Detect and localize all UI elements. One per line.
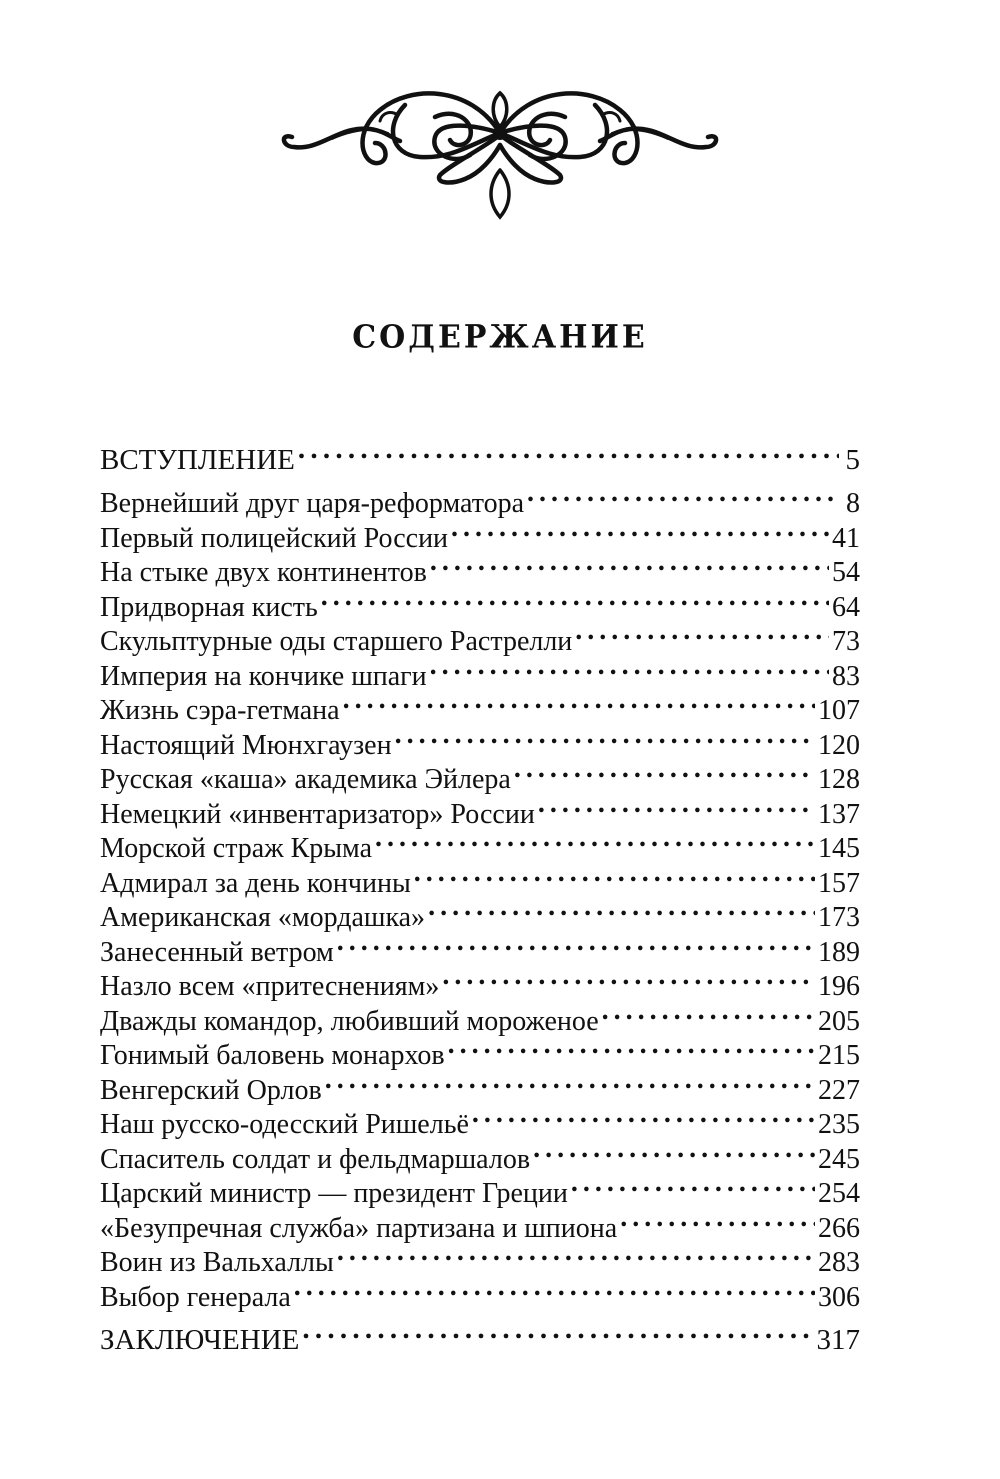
toc-page-number: 173 bbox=[818, 902, 860, 933]
toc-entry-title: Венгерский Орлов bbox=[100, 1074, 322, 1105]
toc-entry bbox=[100, 1071, 860, 1106]
toc-page-number: 189 bbox=[818, 936, 860, 967]
toc-entry bbox=[100, 1036, 860, 1071]
toc-entry bbox=[100, 1105, 860, 1140]
toc-entry-title: Гонимый баловень монархов bbox=[100, 1040, 445, 1071]
page-title: СОДЕРЖАНИЕ bbox=[352, 319, 648, 356]
toc-section-entry bbox=[100, 440, 860, 478]
dot-leader bbox=[302, 1320, 813, 1349]
dot-leader bbox=[414, 864, 815, 892]
dot-leader bbox=[527, 484, 839, 512]
dot-leader bbox=[620, 1209, 815, 1237]
dot-leader bbox=[343, 691, 815, 719]
toc-entry-title: Дважды командор, любивший мороженое bbox=[100, 1005, 599, 1036]
toc-page-number: 227 bbox=[818, 1074, 860, 1105]
toc-entry-title: ВСТУПЛЕНИЕ bbox=[100, 444, 295, 476]
toc-page-number: 73 bbox=[832, 626, 860, 657]
toc-entry bbox=[100, 622, 860, 657]
toc-entry bbox=[100, 795, 860, 830]
toc-entry bbox=[100, 1174, 860, 1209]
toc-entry-title: Империя на кончике шпаги bbox=[100, 660, 427, 691]
toc-page-number: 245 bbox=[818, 1143, 860, 1174]
toc-entry-title: Наш русско-одесский Ришельё bbox=[100, 1109, 469, 1140]
toc-entry bbox=[100, 691, 860, 726]
toc-entry-title: Немецкий «инвентаризатор» России bbox=[100, 798, 535, 829]
toc-entry bbox=[100, 1209, 860, 1244]
toc-entry-title: Скульптурные оды старшего Растрелли bbox=[100, 626, 573, 657]
toc-page-number: 266 bbox=[818, 1212, 860, 1243]
toc-page-number: 306 bbox=[818, 1281, 860, 1312]
dot-leader bbox=[514, 760, 815, 788]
toc-entry-title: Первый полицейский России bbox=[100, 522, 449, 553]
toc-page-number: 235 bbox=[818, 1109, 860, 1140]
dot-leader bbox=[472, 1105, 815, 1133]
toc-entry bbox=[100, 484, 860, 519]
dot-leader bbox=[430, 657, 829, 685]
dot-leader bbox=[602, 1002, 815, 1030]
decorative-flourish-icon bbox=[270, 55, 730, 225]
dot-leader bbox=[298, 440, 839, 469]
toc-entry-title: Спаситель солдат и фельдмаршалов bbox=[100, 1143, 531, 1174]
toc-entry-title: Придворная кисть bbox=[100, 591, 318, 622]
toc-entry-title: Американская «мордашка» bbox=[100, 902, 426, 933]
dot-leader bbox=[571, 1174, 815, 1202]
dot-leader bbox=[375, 829, 815, 857]
toc-page-number: 215 bbox=[818, 1040, 860, 1071]
toc-page-number: 41 bbox=[832, 522, 860, 553]
toc-entry bbox=[100, 1278, 860, 1313]
toc-entry bbox=[100, 967, 860, 1002]
toc-section-entry bbox=[100, 1320, 860, 1358]
toc-entry bbox=[100, 898, 860, 933]
toc-entry-title: Жизнь сэра-гетмана bbox=[100, 695, 340, 726]
toc-page-number: 107 bbox=[818, 695, 860, 726]
dot-leader bbox=[533, 1140, 815, 1168]
toc-page-number: 157 bbox=[818, 867, 860, 898]
dot-leader bbox=[321, 588, 829, 616]
dot-leader bbox=[430, 553, 829, 581]
toc-entry bbox=[100, 864, 860, 899]
dot-leader bbox=[325, 1071, 815, 1099]
toc-entry bbox=[100, 553, 860, 588]
dot-leader bbox=[294, 1278, 815, 1306]
toc-entry-title: «Безупречная служба» партизана и шпиона bbox=[100, 1212, 618, 1243]
table-of-contents bbox=[100, 440, 860, 1358]
dot-leader bbox=[575, 622, 829, 650]
toc-entry bbox=[100, 933, 860, 968]
toc-page-number: 254 bbox=[818, 1178, 860, 1209]
toc-entry-title: Воин из Вальхаллы bbox=[100, 1247, 334, 1278]
dot-leader bbox=[538, 795, 815, 823]
toc-page-number: 5 bbox=[845, 444, 860, 476]
dot-leader bbox=[428, 898, 815, 926]
toc-entry-title: Морской страж Крыма bbox=[100, 833, 373, 864]
toc-entry-title: Адмирал за день кончины bbox=[100, 867, 411, 898]
dot-leader bbox=[337, 933, 815, 961]
toc-page-number: 120 bbox=[818, 729, 860, 760]
toc-entry bbox=[100, 726, 860, 761]
toc-entry bbox=[100, 1140, 860, 1175]
toc-page-number: 137 bbox=[818, 798, 860, 829]
toc-entry-title: На стыке двух континентов bbox=[100, 557, 427, 588]
toc-entry bbox=[100, 588, 860, 623]
toc-page-number: 8 bbox=[846, 488, 860, 519]
toc-entry bbox=[100, 760, 860, 795]
dot-leader bbox=[337, 1243, 815, 1271]
dot-leader bbox=[451, 519, 829, 547]
toc-entry bbox=[100, 657, 860, 692]
toc-entry-title: Назло всем «притеснениям» bbox=[100, 971, 440, 1002]
toc-page-number: 64 bbox=[832, 591, 860, 622]
toc-entry-title: Царский министр — президент Греции bbox=[100, 1178, 568, 1209]
dot-leader bbox=[448, 1036, 815, 1064]
toc-entry bbox=[100, 1243, 860, 1278]
dot-leader bbox=[442, 967, 815, 995]
toc-page-number: 205 bbox=[818, 1005, 860, 1036]
toc-page-number: 54 bbox=[832, 557, 860, 588]
toc-page-number: 83 bbox=[832, 660, 860, 691]
dot-leader bbox=[395, 726, 815, 754]
toc-page-number: 317 bbox=[816, 1324, 860, 1356]
toc-entry bbox=[100, 829, 860, 864]
toc-entry-title: ЗАКЛЮЧЕНИЕ bbox=[100, 1324, 300, 1356]
toc-page-number: 283 bbox=[818, 1247, 860, 1278]
toc-entry-title: Вернейший друг царя-реформатора bbox=[100, 488, 525, 519]
toc-page-number: 196 bbox=[818, 971, 860, 1002]
toc-entry bbox=[100, 519, 860, 554]
toc-entry bbox=[100, 1002, 860, 1037]
toc-entry-title: Занесенный ветром bbox=[100, 936, 334, 967]
toc-entry-title: Выбор генерала bbox=[100, 1281, 291, 1312]
toc-page-number: 128 bbox=[818, 764, 860, 795]
toc-entry-title: Настоящий Мюнхгаузен bbox=[100, 729, 392, 760]
toc-page-number: 145 bbox=[818, 833, 860, 864]
toc-entry-title: Русская «каша» академика Эйлера bbox=[100, 764, 511, 795]
